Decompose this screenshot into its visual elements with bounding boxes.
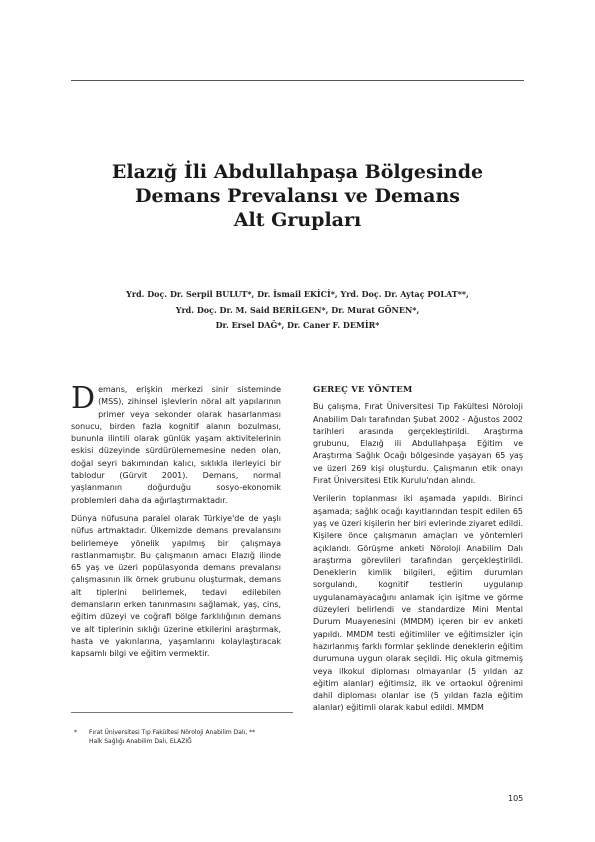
footnote-separator xyxy=(71,712,293,713)
intro-paragraph-1 xyxy=(71,381,281,507)
page-number: 105 xyxy=(508,794,524,803)
authors-line-3: Dr. Ersel DAĞ*, Dr. Caner F. DEMİR* xyxy=(215,320,380,330)
footnote-mark: * xyxy=(74,729,77,736)
drop-cap: D xyxy=(71,381,96,416)
author-list xyxy=(60,287,535,334)
intro-paragraph-2: Dünya nüfusuna paralel olarak Türkiye'de de yaşlı nüfus artmaktadır. Ülkemizde demans prevalansını belirlemeye yönelik yapılmış bir çalışmaya rastlanmamıştır. Bu çalışmanın amacı Elazığ ilinde 65 yaş ve üzeri popülasyonda demans prevalansı çalışmasının ilk örnek grubunu oluşturmak, demans alt tiplerini belirlemek, tedavi edilebilen demansların erken tanınmasını sağlamak, yaş, cins, eğitim düzeyi ve coğrafi bölge farklılığının demans ve alt tiplerinin sıklığı üzerine etkilerini araştırmak, hasta ve yakınlarına, yaşamlarını kolaylaştıracak kapsamlı bilgi ve eğitim vermektir. xyxy=(71,513,281,659)
footnote xyxy=(71,728,293,746)
left-column xyxy=(71,381,281,667)
footnote-line-1: Fırat Üniversitesi Tıp Fakültesi Nöroloji Anabilim Dalı, ** xyxy=(89,729,256,736)
footnote-line-2: Halk Sağlığı Anabilim Dalı, ELAZIĞ xyxy=(89,738,192,745)
header-rule xyxy=(71,80,524,81)
methods-paragraph-1: Bu çalışma, Fırat Üniversitesi Tıp Fakültesi Nöroloji Anabilim Dalı tarafından Şubat 2002 - Ağustos 2002 tarihleri arasında gerçekleştirildi. Araştırma grubunu, Elazığ ili Abdullahpaşa Eğitim ve Araştırma Sağlık Ocağı bölgesinde yaşayan 65 yaş ve üzeri 269 kişi oluşturdu. Çalışmanın etik onayı Fırat Üniversitesi Etik Kurulu'ndan alındı. xyxy=(313,402,523,486)
authors-line-2: Yrd. Doç. Dr. M. Said BERİLGEN*, Dr. Murat GÖNEN*, xyxy=(175,304,420,315)
title-line-3: Alt Grupları xyxy=(233,209,362,231)
methods-paragraph-2: Verilerin toplanması iki aşamada yapıldı. Birinci aşamada; sağlık ocağı kayıtlarından tespit edilen 65 yaş ve üzeri kişilerin her biri evlerinde ziyaret edildi. Kişilere önce çalışmanın amaçları ve yöntemleri açıklandı. Görüşme anketi Nöroloji Anabilim Dalı araştırma görevlileri tarafından gerçekleştirildi. Deneklerin kimlik bilgileri, eğitim durumları sorgulandı, kognitif testlerin uygulanıp uygulanamayacağını anlamak için işitme ve görme düzeyleri belirlendi ve standardize Mini Mental Durum Muayenesini (MMDM) içeren bir ev anketi yapıldı. MMDM testi eğitimliler ve eğitimsizler için hazırlanmış farklı formlar şeklinde deneklerin eğitim durumuna uygun olarak seçildi. Hiç okula gitmemiş veya ilkokul diploması olmayanlar (5 yıldan az eğitim alanlar) eğitimsiz, ilk ve ortaokul öğrenimi dahil diploması olanlar ise (5 yıldan fazla eğitim alanlar) eğitimli olarak kabul edildi. MMDM xyxy=(313,494,523,713)
title-line-1: Elazığ İli Abdullahpaşa Bölgesinde xyxy=(111,161,484,183)
intro-paragraph-1-text: emans, erişkin merkezi sinir sisteminde (MSS), zihinsel işlevlerin nöral alt yapılarının primer veya sekonder olarak hasarlanması sonucu, birden fazla kognitif alanın bozulması, bununla ilintili olarak günlük yaşam aktivitelerinin eskisi düzeyinde sürdürülememesine neden olan, doğal seyri bakımından kalıcı, sıklıkla ilerleyici bir tablodur (Gürvit 2001). Demans, normal yaşlanmanın doğurduğu sosyo-ekonomik problemleri daha da ağırlaştırmaktadır. xyxy=(71,385,281,505)
section-heading-methods: GEREÇ VE YÖNTEM xyxy=(313,385,413,395)
authors-line-1: Yrd. Doç. Dr. Serpil BULUT*, Dr. İsmail EKİCİ*, Yrd. Doç. Dr. Aytaç POLAT**, xyxy=(126,289,469,299)
right-column xyxy=(313,384,523,721)
footnote-text xyxy=(71,728,293,746)
title-line-2: Demans Prevalansı ve Demans xyxy=(135,185,460,207)
article-title xyxy=(60,160,535,232)
